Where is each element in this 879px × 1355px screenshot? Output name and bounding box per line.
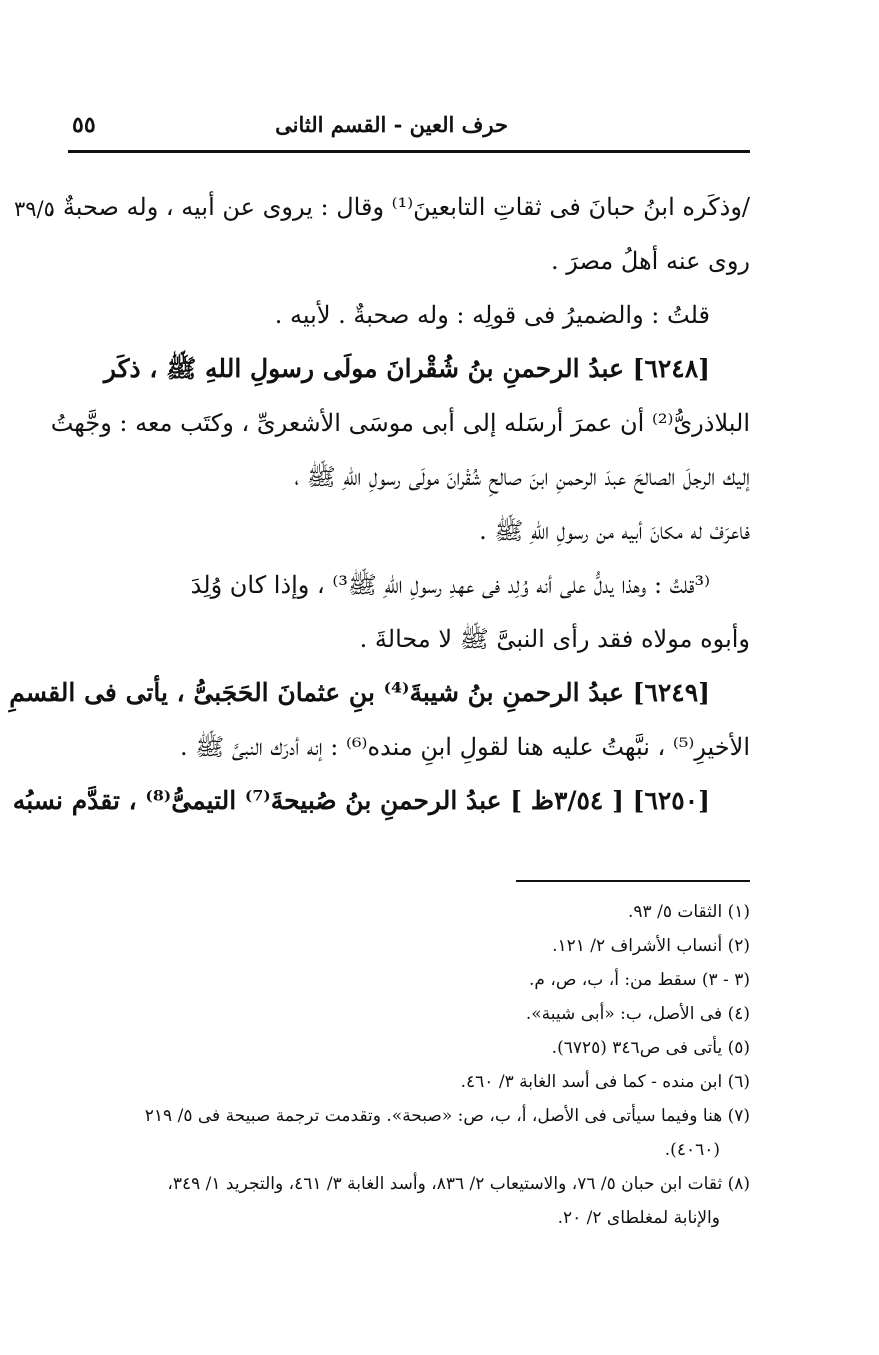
page-number: ٥٥ xyxy=(72,112,96,138)
footnote-4: (٤) فى الأصل، ب: «أبى شيبة». xyxy=(525,1004,750,1024)
entry-heading-6250: [٦٢٥٠] [ ٣/٥٤ظ ] عبدُ الرحمنِ بنُ صُبيحةَ⁽⁷⁾ التيمىُّ⁽⁸⁾ ، تقدَّم نسبُه xyxy=(12,786,710,815)
footnote-2: (٢) أنساب الأشراف ٢/ ١٢١. xyxy=(552,936,750,956)
text-line: قلتُ : والضميرُ فى قولِه : وله صحبةٌ . لأبيه . xyxy=(274,301,710,329)
running-title: حرف العين - القسم الثانى xyxy=(275,112,508,137)
header-rule xyxy=(68,150,750,153)
text-line: الأخيرِ⁽⁵⁾ ، نبَّهتُ عليه هنا لقولِ ابنِ منده⁽⁶⁾ : إنه أدرَك النبىَّ ﷺ . xyxy=(179,733,750,761)
footnote-1: (١) الثقات ٥/ ٩٣. xyxy=(628,902,750,922)
footnote-7-continuation: (٤٠٦٠). xyxy=(664,1140,720,1160)
footnote-7: (٧) هنا وفيما سيأتى فى الأصل، أ، ب، ص: «صبحة». وتقدمت ترجمة صبيحة فى ٥/ ٢١٩ xyxy=(144,1106,750,1126)
text-line: إليك الرجلَ الصالحَ عبدَ الرحمنِ ابنَ صالحِ شُقْرانَ مولَى رسولِ اللهِ ﷺ ، xyxy=(294,463,750,491)
footnotes xyxy=(60,895,750,1235)
footnote-5: (٥) يأتى فى ص٣٤٦ (٦٧٢٥). xyxy=(551,1038,750,1058)
footnote-8-continuation: والإنابة لمغلطاى ٢/ ٢٠. xyxy=(557,1208,720,1228)
footnote-rule xyxy=(516,880,750,882)
footnote-8: (٨) ثقات ابن حبان ٥/ ٧٦، والاستيعاب ٢/ ٨٣٦، وأسد الغابة ٣/ ٤٦١، والتجريد ١/ ٣٤٩، xyxy=(167,1174,750,1194)
footnote-3: (٣ - ٣) سقط من: أ، ب، ص، م. xyxy=(529,970,750,990)
entry-heading-6249: [٦٢٤٩] عبدُ الرحمنِ بنُ شيبةَ⁽⁴⁾ بنِ عثمانَ الحَجَبىُّ ، يأتى فى القسمِ xyxy=(9,678,710,707)
text-line: وأبوه مولاه فقد رأى النبىَّ ﷺ لا محالةَ . xyxy=(359,625,750,653)
text-line: البلاذرىُّ⁽²⁾ أن عمرَ أرسَله إلى أبى موسَى الأشعرىِّ ، وكتَب معه : وجَّهتُ xyxy=(50,409,750,437)
text-line: /وذكَره ابنُ حبانَ فى ثقاتِ التابعينَ⁽¹⁾ وقال : يروى عن أبيه ، وله صحبةٌ ، xyxy=(47,193,750,221)
margin-reference: ٣٩/٥ xyxy=(14,197,55,221)
footnote-6: (٦) ابن منده - كما فى أسد الغابة ٣/ ٤٦٠. xyxy=(460,1072,750,1092)
text-line: روى عنه أهلُ مصرَ . xyxy=(551,247,750,275)
entry-heading-6248: [٦٢٤٨] عبدُ الرحمنِ بنُ شُقْرانَ مولَى رسولِ اللهِ ﷺ ، ذكَر xyxy=(103,354,710,383)
page-header xyxy=(68,104,750,144)
text-line: فاعرَفْ له مكانَ أبيه من رسولِ اللهِ ﷺ . xyxy=(479,517,750,545)
text-line: ⁽³قلتُ : وهذا يدلُّ على أنه وُلِد فى عهدِ رسولِ اللهِ ﷺ³⁾ ، وإذا كان وُلِدَ xyxy=(190,571,710,599)
